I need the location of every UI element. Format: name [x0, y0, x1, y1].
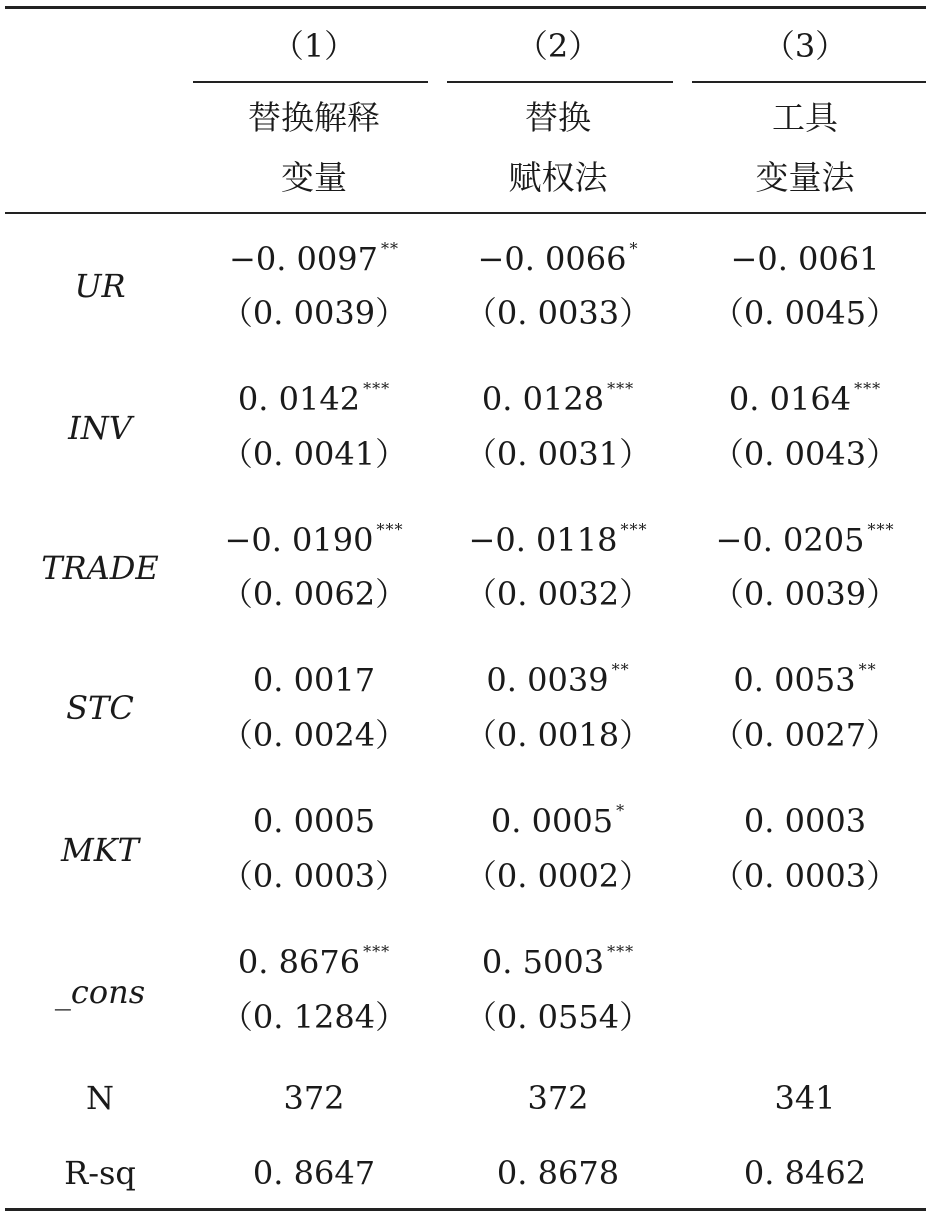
coefficient-value: 0. 0003 [743, 802, 867, 840]
column-title [756, 88, 855, 208]
column-title [248, 88, 380, 208]
standard-error: （0. 0018） [464, 716, 652, 754]
row-label: MKT [60, 831, 140, 869]
coefficient-value: −0. 0190 [224, 521, 374, 559]
coefficient-cell [477, 239, 639, 278]
standard-error: （0. 1284） [220, 998, 408, 1036]
stat-value: 0. 8647 [252, 1154, 376, 1192]
significance-stars: *** [607, 942, 635, 962]
coefficient-cell [733, 660, 877, 699]
stat-value: 0. 8462 [743, 1154, 867, 1192]
coefficient-value: 0. 0017 [252, 661, 376, 699]
row-label: STC [66, 689, 134, 727]
standard-error: （0. 0039） [220, 294, 408, 332]
significance-stars: ** [611, 660, 630, 680]
standard-error: （0. 0027） [711, 716, 899, 754]
coefficient-value: −0. 0066 [477, 240, 627, 278]
significance-stars: * [629, 239, 639, 259]
coefficient-value: 0. 0005 [490, 802, 614, 840]
coefficient-value: −0. 0118 [468, 521, 618, 559]
significance-stars: * [616, 801, 626, 821]
significance-stars: *** [607, 379, 635, 399]
coefficient-value: −0. 0097 [229, 240, 378, 278]
significance-stars: *** [867, 520, 895, 540]
column-2-underline [447, 81, 673, 83]
standard-error: （0. 0041） [220, 435, 408, 473]
significance-stars: *** [363, 379, 391, 399]
stat-label: R-sq [64, 1154, 136, 1192]
coefficient-cell [481, 942, 635, 981]
column-title-line: 赋权法 [508, 158, 608, 197]
standard-error: （0. 0032） [464, 575, 652, 613]
significance-stars: ** [858, 660, 877, 680]
column-title-line: 替换解释 [248, 98, 380, 137]
stat-value: 372 [283, 1079, 345, 1117]
column-title [509, 88, 608, 208]
coefficient-cell [490, 801, 626, 840]
coefficient-cell [728, 379, 882, 418]
column-1-underline [193, 81, 428, 83]
row-label: INV [68, 409, 132, 447]
significance-stars: *** [854, 379, 882, 399]
standard-error: （0. 0033） [464, 294, 652, 332]
standard-error: （0. 0039） [711, 575, 899, 613]
row-label: _cons [54, 973, 146, 1011]
coefficient-value: 0. 8676 [237, 943, 361, 981]
standard-error: （0. 0031） [464, 435, 652, 473]
coefficient-cell [715, 520, 895, 559]
coefficient-value: 0. 0128 [481, 380, 605, 418]
significance-stars: ** [380, 239, 399, 259]
header-rule [5, 212, 926, 214]
standard-error: （0. 0002） [464, 857, 652, 895]
coefficient-value: 0. 0142 [237, 380, 361, 418]
coefficient-value: 0. 0053 [733, 661, 856, 699]
coefficient-cell [252, 802, 376, 840]
coefficient-cell [743, 802, 867, 840]
significance-stars: *** [376, 520, 404, 540]
stat-value: 0. 8678 [496, 1154, 620, 1192]
coefficient-cell [252, 661, 376, 699]
coefficient-cell [481, 379, 635, 418]
coefficient-value: 0. 0164 [728, 380, 852, 418]
standard-error: （0. 0003） [220, 857, 408, 895]
column-title-line: 变量 [281, 158, 347, 197]
stat-value: 341 [774, 1079, 836, 1117]
column-number: （3） [762, 27, 848, 65]
coefficient-cell [229, 239, 399, 278]
coefficient-value: 0. 0005 [252, 802, 376, 840]
significance-stars: *** [620, 520, 648, 540]
coefficient-cell [237, 379, 391, 418]
coefficient-value: 0. 5003 [481, 943, 605, 981]
row-label: UR [74, 267, 126, 305]
column-title-line: 变量法 [755, 158, 855, 197]
row-label: TRADE [41, 549, 159, 587]
top-rule [5, 6, 926, 9]
coefficient-value: 0. 0039 [486, 661, 609, 699]
significance-stars: *** [363, 942, 391, 962]
column-3-underline [692, 81, 926, 83]
standard-error: （0. 0003） [711, 857, 899, 895]
standard-error: （0. 0045） [711, 294, 899, 332]
standard-error: （0. 0062） [220, 575, 408, 613]
standard-error: （0. 0043） [711, 435, 899, 473]
coefficient-value: −0. 0205 [715, 521, 865, 559]
column-title-line: 工具 [772, 98, 838, 137]
coefficient-cell [237, 942, 391, 981]
coefficient-cell [468, 520, 648, 559]
coefficient-cell [730, 240, 880, 278]
stat-label: N [86, 1079, 114, 1117]
coefficient-cell [486, 660, 630, 699]
bottom-rule [5, 1208, 926, 1211]
stat-value: 372 [527, 1079, 589, 1117]
coefficient-value: −0. 0061 [730, 240, 880, 278]
column-number: （2） [515, 27, 601, 65]
column-number: （1） [271, 27, 357, 65]
coefficient-cell [224, 520, 404, 559]
column-title-line: 替换 [525, 98, 591, 137]
standard-error: （0. 0554） [464, 998, 652, 1036]
standard-error: （0. 0024） [220, 716, 408, 754]
